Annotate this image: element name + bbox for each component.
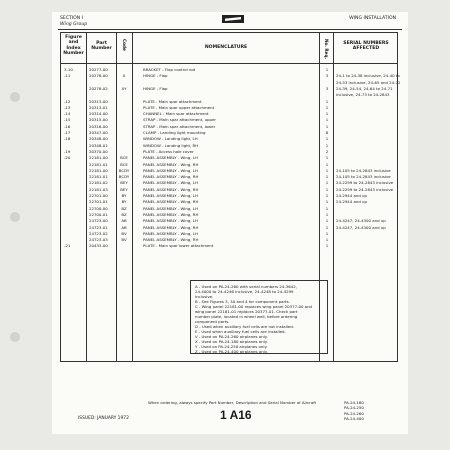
part-number-cell: 22181-02 bbox=[89, 180, 108, 186]
nomenclature-cell: CHANNEL - Main spar attachment bbox=[143, 111, 209, 117]
table-row bbox=[61, 73, 400, 79]
nomenclature-cell: PANEL ASSEMBLY - Wing, RH bbox=[143, 174, 199, 180]
binder-hole bbox=[10, 332, 20, 342]
quantity-cell: 1 bbox=[325, 237, 329, 243]
table-row bbox=[61, 231, 397, 236]
part-number-cell: 22181-00 bbox=[89, 155, 108, 161]
col-code-header: Code bbox=[122, 39, 127, 51]
quantity-cell: 1 bbox=[325, 67, 329, 72]
quantity-cell: 1 bbox=[325, 174, 329, 180]
quantity-cell: 1 bbox=[325, 243, 329, 249]
table-row bbox=[61, 225, 397, 230]
note-line: E - Used when auxiliary fuel cells are installed. bbox=[195, 329, 286, 334]
nomenclature-cell: PANEL ASSEMBLY - Wing, LH bbox=[143, 230, 198, 236]
serial-cell: 24-2944 and up bbox=[336, 193, 367, 198]
code-cell: BCDY bbox=[118, 174, 130, 180]
table-row bbox=[61, 206, 397, 211]
quantity-cell: 1 bbox=[325, 167, 329, 173]
col-serial-header: SERIAL NUMBERS AFFECTED bbox=[343, 41, 389, 52]
nomenclature-cell: PLATE - Main spar lower attachment bbox=[143, 243, 214, 249]
table-row bbox=[61, 79, 401, 85]
part-number-cell: 24723-03 bbox=[89, 237, 108, 243]
model-code: PA-24-180 bbox=[344, 400, 364, 405]
quantity-cell: 1 bbox=[325, 155, 329, 161]
part-number-cell: 24723-00 bbox=[89, 218, 108, 224]
table-row bbox=[61, 180, 397, 185]
table-row bbox=[61, 117, 397, 122]
quantity-cell: 1 bbox=[325, 193, 329, 198]
part-number-cell: 22700-01 bbox=[89, 211, 108, 217]
col-nomenclature-header: NOMENCLATURE bbox=[204, 45, 248, 50]
nomenclature-cell: WINDOW - Landing light, LH bbox=[143, 136, 198, 142]
manufacturer-logo bbox=[222, 15, 244, 23]
note-line: A - Used on PA-24-260 with serial numbers 24-3642, bbox=[195, 284, 297, 289]
figure-index-cell: -13 bbox=[64, 104, 71, 110]
code-cell: BEY bbox=[120, 186, 128, 192]
quantity-cell: 1 bbox=[325, 211, 329, 217]
quantity-cell: 8 bbox=[325, 130, 329, 135]
figure-index-cell: -17 bbox=[64, 130, 71, 135]
table-row bbox=[61, 92, 397, 97]
part-number-cell: 24723-01 bbox=[89, 224, 108, 230]
part-number-cell: 22701-00 bbox=[89, 193, 108, 198]
figure-index-cell: -19 bbox=[64, 148, 71, 154]
table-row bbox=[61, 243, 397, 248]
issued-date: ISSUED: JANUARY 1972 bbox=[78, 416, 129, 421]
code-cell: AB bbox=[121, 224, 127, 230]
nomenclature-cell: PANEL ASSEMBLY - Wing, LH bbox=[143, 218, 198, 224]
code-cell: BY bbox=[121, 193, 127, 198]
serial-cell: inclusive, 24-73 to 24-2843 bbox=[336, 92, 390, 98]
page-number: 1 A16 bbox=[220, 408, 252, 422]
notes-box bbox=[190, 280, 328, 354]
nomenclature-cell: PANEL ASSEMBLY - Wing, RH bbox=[143, 199, 199, 205]
group-label: Wing Group bbox=[60, 21, 88, 27]
serial-cell: 24-4247, 24-4300 and up bbox=[336, 218, 386, 224]
part-number-cell: 22181-03 bbox=[89, 186, 108, 192]
table-row bbox=[61, 143, 397, 148]
note-line: component parts. bbox=[195, 319, 230, 324]
note-line: Z - Used on PA-24-400 airplanes only. bbox=[195, 349, 268, 354]
catalog-page bbox=[52, 12, 408, 434]
code-cell: BCDY bbox=[118, 167, 130, 173]
model-code: PA-24-400 bbox=[344, 416, 364, 422]
code-cell: X bbox=[122, 73, 126, 79]
model-code: PA-24-250 bbox=[344, 405, 364, 411]
part-number-cell: 20313-01 bbox=[89, 104, 108, 110]
binder-hole bbox=[10, 92, 20, 102]
part-number-cell: 22181-01 bbox=[89, 174, 108, 180]
note-line: X - Used on PA-24-180 airplanes only. bbox=[195, 339, 268, 344]
note-line: 24-4000 to 24-4246 inclusive, 24-4248 to 24-4299 bbox=[195, 289, 294, 294]
nomenclature-cell: CLAMP - Landing light mounting bbox=[143, 130, 206, 135]
col-part-header: Part Number bbox=[91, 41, 112, 52]
part-number-cell: 20316-00 bbox=[89, 123, 108, 129]
section-label: SECTION I bbox=[60, 16, 84, 21]
serial-cell: 24-105 to 24-2843 inclusive bbox=[336, 174, 391, 180]
table-row bbox=[61, 174, 397, 179]
table-row bbox=[61, 218, 397, 223]
part-number-cell: 20348-01 bbox=[89, 142, 108, 148]
quantity-cell: 1 bbox=[325, 111, 329, 117]
figure-index-cell: -12 bbox=[64, 98, 71, 104]
quantity-cell: 2 bbox=[325, 148, 329, 154]
serial-cell: 24-39, 24-54, 24-64 to 24-71 bbox=[336, 85, 393, 91]
model-list bbox=[344, 400, 364, 422]
figure-index-cell: -11 bbox=[64, 73, 71, 79]
nomenclature-cell: PLATE - Main spar upper attachment bbox=[143, 104, 215, 110]
code-cell: BZ bbox=[121, 205, 127, 211]
part-number-cell: 20314-00 bbox=[89, 111, 108, 117]
nomenclature-cell: PLATE - Access hole cover bbox=[143, 148, 194, 154]
binder-hole bbox=[10, 212, 20, 222]
table-row bbox=[61, 136, 397, 141]
serial-cell: 24-53 inclusive, 24-65 and 24-72 bbox=[336, 79, 401, 85]
table-row bbox=[61, 86, 397, 91]
code-cell: BZ bbox=[121, 211, 127, 217]
quantity-cell: 3 bbox=[325, 73, 329, 79]
nomenclature-cell: PANEL ASSEMBLY - Wing, LH bbox=[143, 193, 198, 198]
quantity-cell: 1 bbox=[325, 136, 329, 142]
quantity-cell: 1 bbox=[325, 218, 329, 224]
section-header bbox=[60, 16, 87, 27]
note-line: Y - Used on PA-24-250 airplanes only. bbox=[195, 344, 268, 349]
part-number-cell: 20433-00 bbox=[89, 243, 108, 249]
quantity-cell: 1 bbox=[325, 230, 329, 236]
note-line: inclusive. bbox=[195, 294, 214, 299]
nomenclature-cell: PANEL ASSEMBLY - Wing, LH bbox=[143, 205, 198, 211]
nomenclature-cell: PANEL ASSEMBLY - Wing, LH bbox=[143, 155, 198, 161]
nomenclature-cell: BRACKET - Flap control rod bbox=[143, 67, 196, 72]
part-number-cell: 20313-00 bbox=[89, 98, 108, 104]
code-cell: BV bbox=[121, 237, 127, 243]
notes-list bbox=[195, 284, 323, 354]
nomenclature-cell: PANEL ASSEMBLY - Wing, RH bbox=[143, 237, 199, 243]
page-title: WING INSTALLATION bbox=[349, 16, 396, 21]
code-cell: BY bbox=[121, 199, 127, 205]
part-number-cell: 20348-00 bbox=[89, 136, 108, 142]
serial-cell: 24-105 to 24-2843 inclusive bbox=[336, 167, 391, 173]
part-number-cell: 20315-00 bbox=[89, 117, 108, 123]
nomenclature-cell: PANEL ASSEMBLY - Wing, LH bbox=[143, 167, 198, 173]
serial-cell: 24-1 to 24-38 inclusive, 24-40 to bbox=[336, 73, 400, 79]
part-number-cell: 20278-00 bbox=[89, 73, 108, 79]
table-row bbox=[61, 111, 397, 116]
serial-cell: 24-2944 and up bbox=[336, 199, 367, 205]
model-code: PA-24-260 bbox=[344, 410, 364, 416]
table-row bbox=[61, 124, 397, 129]
table-row bbox=[61, 187, 397, 192]
header-rule bbox=[58, 29, 402, 30]
nomenclature-cell: PLATE - Main spar attachment bbox=[143, 98, 202, 104]
quantity-cell: 1 bbox=[325, 123, 329, 129]
table-row bbox=[61, 199, 397, 204]
quantity-cell: 1 bbox=[325, 104, 329, 110]
part-number-cell: 22701-01 bbox=[89, 199, 108, 205]
figure-index-cell: -14 bbox=[64, 111, 71, 117]
code-cell: BV bbox=[121, 230, 127, 236]
table-row bbox=[61, 155, 397, 160]
col-figure-header: Figure and Index Number bbox=[63, 35, 84, 57]
part-number-cell: 20347-00 bbox=[89, 130, 108, 135]
nomenclature-cell: HINGE - Flap bbox=[143, 73, 168, 79]
figure-index-cell: -18 bbox=[64, 136, 71, 142]
table-row bbox=[61, 149, 397, 154]
part-number-cell: 20278-02 bbox=[89, 85, 108, 91]
nomenclature-cell: PANEL ASSEMBLY - Wing, RH bbox=[143, 224, 199, 230]
nomenclature-cell: PANEL ASSEMBLY - Wing, RH bbox=[143, 161, 199, 167]
code-cell: BCE bbox=[120, 155, 128, 161]
part-number-cell: 22181-00 bbox=[89, 167, 108, 173]
code-cell: BEY bbox=[120, 180, 128, 186]
quantity-cell: 3 bbox=[325, 85, 329, 91]
note-line: wing panel 22181-01 replaces 20377-01. Check part bbox=[195, 309, 298, 314]
nomenclature-cell: PANEL ASSEMBLY - Wing, RH bbox=[143, 211, 199, 217]
quantity-cell: 1 bbox=[325, 205, 329, 211]
table-row bbox=[61, 105, 397, 110]
quantity-cell: 1 bbox=[325, 186, 329, 192]
table-row bbox=[61, 212, 397, 217]
table-row bbox=[61, 193, 397, 198]
quantity-cell: 1 bbox=[325, 161, 329, 167]
serial-cell: 24-4247, 24-4300 and up bbox=[336, 224, 386, 230]
quantity-cell: 1 bbox=[325, 199, 329, 205]
figure-index-cell: 3-10 bbox=[64, 67, 73, 72]
note-line: B - See Figures 3, 3A and 4 for component parts. bbox=[195, 299, 290, 304]
quantity-cell: 1 bbox=[325, 98, 329, 104]
note-line: V - Used on PA-24-260 airplanes only. bbox=[195, 334, 268, 339]
col-qty-header: No. Req. bbox=[324, 39, 329, 60]
note-line: D - Used when auxiliary fuel cells are not installed. bbox=[195, 324, 294, 329]
ordering-instruction: When ordering, always specify Part Number, Description and Serial Number of Aircraft bbox=[147, 400, 317, 405]
figure-index-cell: -16 bbox=[64, 123, 71, 129]
quantity-cell: 1 bbox=[325, 180, 329, 186]
figure-index-cell: -21 bbox=[64, 243, 71, 249]
figure-index-cell: -20 bbox=[64, 155, 71, 161]
code-cell: XY bbox=[121, 85, 127, 91]
note-line: C - Wing panel 22181-00 replaces wing panel 20377-00 and bbox=[195, 304, 312, 309]
serial-cell: 24-2299 to 24-2843 inclusive bbox=[336, 186, 394, 192]
serial-cell: 24-2299 to 24-2843 inclusive bbox=[336, 180, 394, 186]
nomenclature-cell: PANEL ASSEMBLY - Wing, RH bbox=[143, 186, 199, 192]
figure-index-cell: -15 bbox=[64, 117, 71, 123]
code-cell: AB bbox=[121, 218, 127, 224]
nomenclature-cell: STRAP - Main spar attachment, lower bbox=[143, 123, 216, 129]
part-number-cell: 20277-00 bbox=[89, 67, 108, 72]
table-row bbox=[61, 162, 397, 167]
nomenclature-cell: STRAP - Main spar attachment, upper bbox=[143, 117, 216, 123]
table-row bbox=[61, 99, 397, 104]
table-row bbox=[61, 237, 397, 242]
table-row bbox=[61, 67, 397, 72]
quantity-cell: 1 bbox=[325, 224, 329, 230]
nomenclature-cell: HINGE - Flap bbox=[143, 85, 168, 91]
quantity-cell: 1 bbox=[325, 142, 329, 148]
table-row bbox=[61, 168, 397, 173]
table-row bbox=[61, 130, 397, 135]
quantity-cell: 1 bbox=[325, 117, 329, 123]
nomenclature-cell: PANEL ASSEMBLY - Wing, LH bbox=[143, 180, 198, 186]
code-cell: BCE bbox=[120, 161, 128, 167]
nomenclature-cell: WINDOW - Landing light, RH bbox=[143, 142, 199, 148]
part-number-cell: 20370-00 bbox=[89, 148, 108, 154]
part-number-cell: 22181-01 bbox=[89, 161, 108, 167]
part-number-cell: 22700-00 bbox=[89, 205, 108, 211]
note-line: number plate, located in wheel well, before ordering bbox=[195, 314, 298, 319]
part-number-cell: 24723-02 bbox=[89, 230, 108, 236]
